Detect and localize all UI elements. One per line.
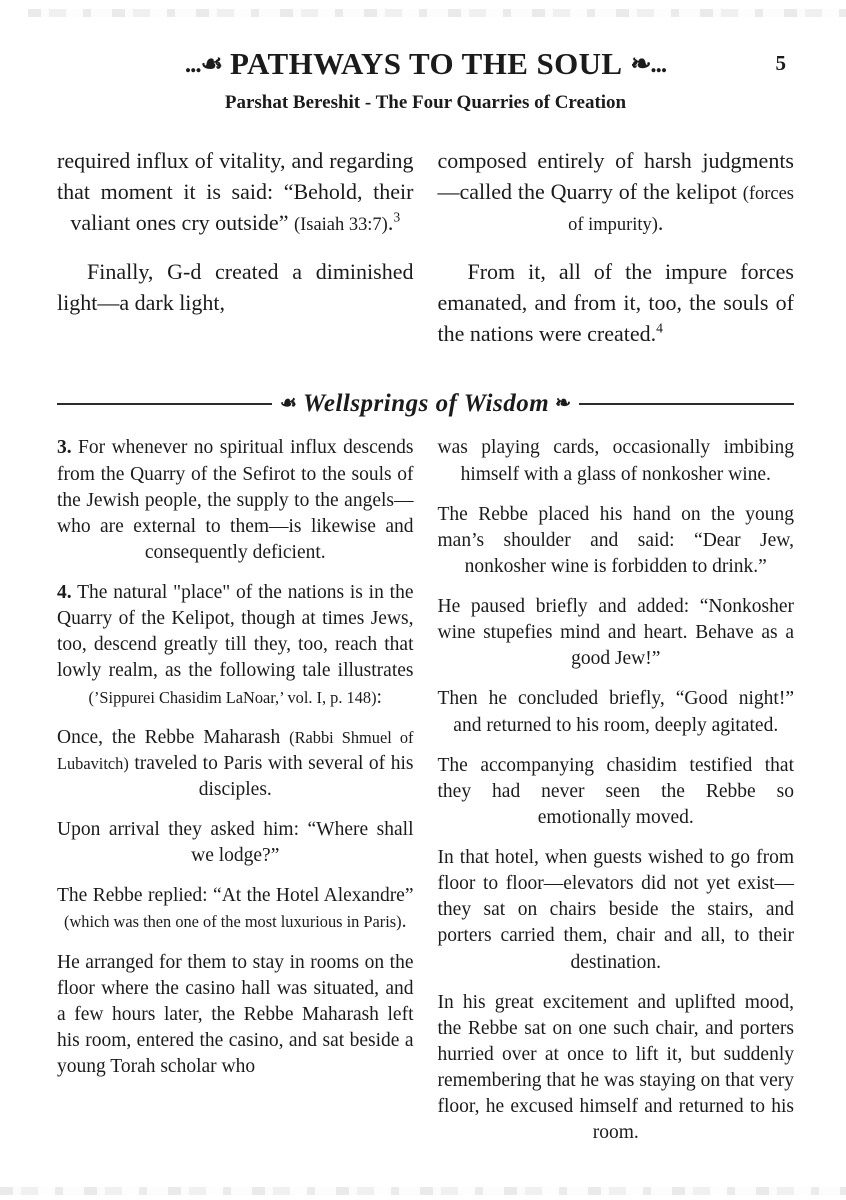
flourish-right-icon: ❧... <box>630 51 667 78</box>
chapter-subtitle: Parshat Bereshit - The Four Quarries of Creation <box>224 92 627 113</box>
footnote-4: 4. The natural "place" of the nations is in the Quarry of the Kelipot, though at times Jews, too, descend greatly till they, too, reach that lowly realm, as the following tale illustrates (’Sippurei Chasidim LaNoar,’ vol. I, p. 148): <box>57 582 414 708</box>
paragraph: required influx of vitality, and regarding that moment it is said: “Behold, their valiant ones cry outside” (Isaiah 33:7).$^3$ <box>57 148 414 236</box>
paragraph: Once, the Rebbe Maharash (Rabbi Shmuel of Lubavitch) traveled to Paris with several of his disciples. <box>57 726 414 800</box>
page-header <box>57 46 794 82</box>
footnotes-left-column <box>57 435 414 1160</box>
paragraph: The accompanying chasidim testified that they had never seen the Rebbe so emotionally moved. <box>437 754 794 828</box>
paragraph: Finally, G-d created a diminished light—a dark light, <box>57 258 414 315</box>
paragraph: The Rebbe replied: “At the Hotel Alexandre” (which was then one of the most luxurious in Paris). <box>57 885 414 933</box>
footnotes-section-title: Wellsprings of Wisdom <box>302 390 550 418</box>
page-number: 5 <box>775 51 786 75</box>
main-text <box>57 145 794 366</box>
footnotes-right-column <box>438 435 795 1160</box>
main-right-column <box>438 145 795 366</box>
paragraph: was playing cards, occasionally imbibing himself with a glass of nonkosher wine. <box>437 437 794 485</box>
scan-edge-bottom <box>0 1187 846 1195</box>
main-left-column <box>57 145 414 366</box>
footnotes-divider <box>57 390 794 418</box>
divider-flourish-left-icon: ☙ <box>279 393 297 415</box>
footnotes-section <box>57 435 794 1160</box>
divider-rule-right <box>579 403 794 405</box>
paragraph: He arranged for them to stay in rooms on the floor where the casino hall was situated, and a few hours later, the Rebbe Maharash left his room, entered the casino, and sat beside a young Torah scholar who <box>57 951 414 1078</box>
paragraph: The Rebbe placed his hand on the young man’s shoulder and said: “Dear Jew, nonkosher wine is forbidden to drink.” <box>437 503 794 577</box>
paragraph: Then he concluded briefly, “Good night!” and returned to his room, deeply agitated. <box>437 688 794 736</box>
paragraph: composed entirely of harsh judgments—called the Quarry of the kelipot (forces of impurity). <box>437 148 794 236</box>
flourish-left-icon: ...☙ <box>184 51 222 78</box>
divider-flourish-right-icon: ❧ <box>555 393 572 415</box>
paragraph: In his great excitement and uplifted mood, the Rebbe sat on one such chair, and porters hurried over at once to lift it, but suddenly remembering that he was staying on that very floor, he excused himself and returned to his room. <box>437 991 794 1144</box>
paragraph: Upon arrival they asked him: “Where shall we lodge?” <box>57 819 414 867</box>
paragraph: He paused briefly and added: “Nonkosher wine stupefies mind and heart. Behave as a good Jew!” <box>437 596 794 670</box>
divider-rule-left <box>57 403 272 405</box>
book-title: PATHWAYS TO THE SOUL <box>229 46 623 81</box>
paragraph: In that hotel, when guests wished to go from floor to floor—elevators did not yet exist—they sat on chairs beside the stairs, and porters carried them, chair and all, to their destination. <box>437 847 794 973</box>
footnote-3: 3. For whenever no spiritual influx descends from the Quarry of the Sefirot to the souls of the Jewish people, the supply to the angels—who are external to them—is likewise and consequently deficient. <box>57 437 414 563</box>
paragraph: From it, all of the impure forces emanated, and from it, too, the souls of the nations were created.$^4$ <box>437 258 794 347</box>
